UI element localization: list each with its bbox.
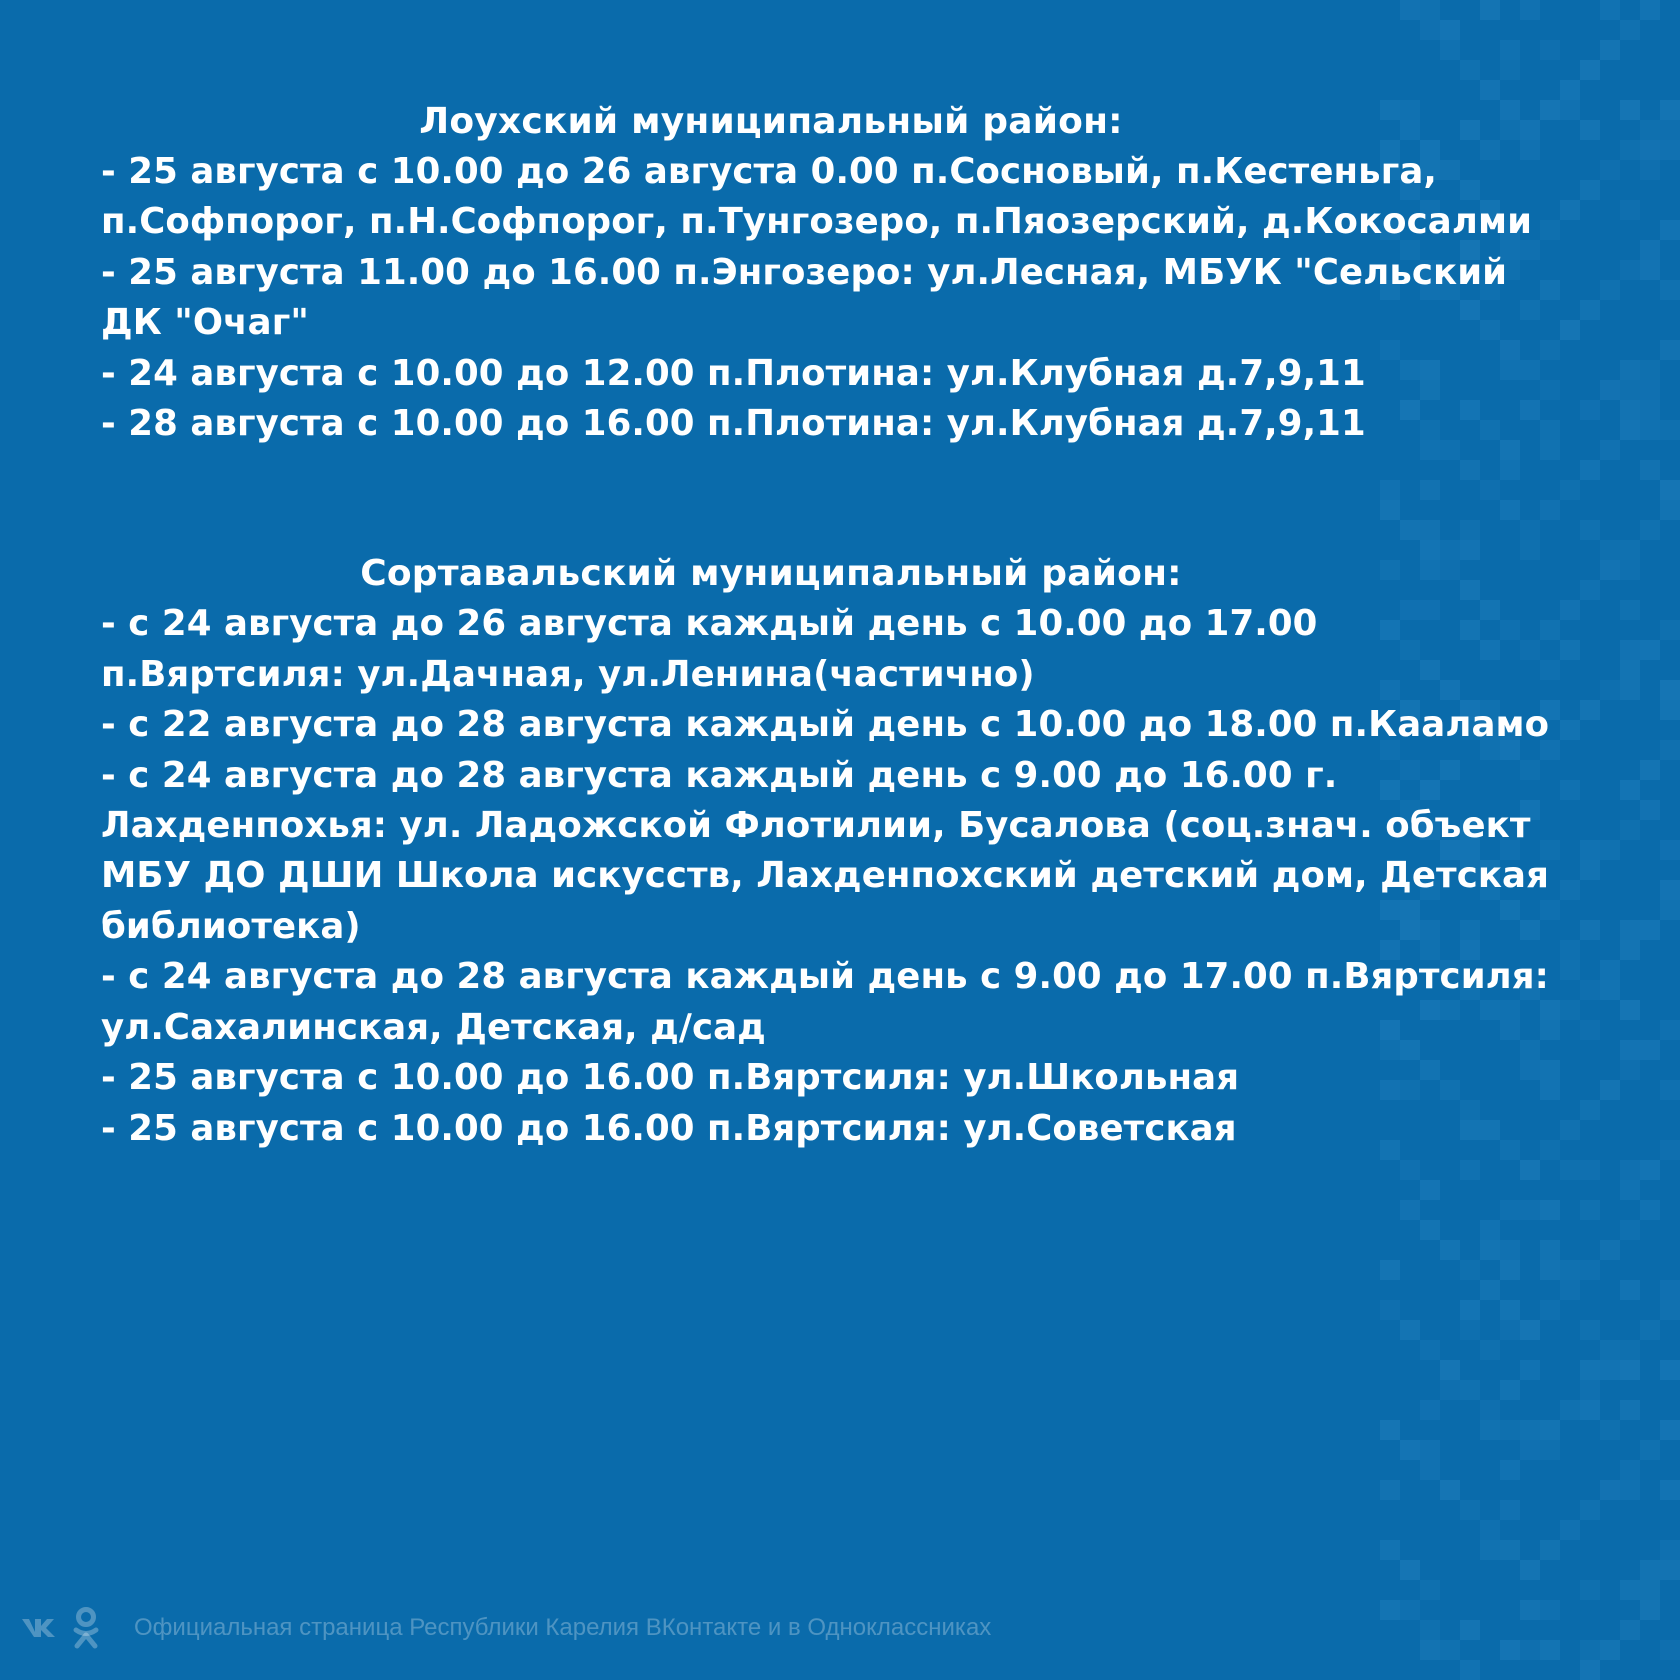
ornament-cell xyxy=(1640,1440,1660,1460)
ornament-cell xyxy=(1600,160,1620,180)
ornament-cell xyxy=(1620,1480,1640,1500)
ornament-cell xyxy=(1620,660,1640,680)
ornament-cell xyxy=(1660,100,1680,120)
ornament-cell xyxy=(1600,280,1620,300)
ornament-cell xyxy=(1640,120,1660,140)
ornament-cell xyxy=(1620,380,1640,400)
ornament-cell xyxy=(1660,880,1680,900)
odnoklassniki-icon[interactable] xyxy=(72,1606,100,1650)
ornament-cell xyxy=(1380,1480,1400,1500)
ornament-cell xyxy=(1640,0,1660,20)
list-item: - 24 августа с 10.00 до 12.00 п.Плотина: ул.Клубная д.7,9,11 xyxy=(101,352,1366,394)
ornament-cell xyxy=(1600,1360,1620,1380)
ornament-cell xyxy=(1660,620,1680,640)
ornament-cell xyxy=(1600,560,1620,580)
vk-icon[interactable] xyxy=(20,1616,58,1640)
ornament-cell xyxy=(1420,0,1440,20)
ornament-cell xyxy=(1500,1420,1520,1440)
ornament-cell xyxy=(1480,0,1500,20)
ornament-cell xyxy=(1640,260,1660,280)
ornament-cell xyxy=(1660,1140,1680,1160)
ornament-cell xyxy=(1480,1220,1500,1240)
ornament-cell xyxy=(1660,1420,1680,1440)
ornament-cell xyxy=(1600,440,1620,460)
ornament-cell xyxy=(1520,1320,1540,1340)
ornament-cell xyxy=(1500,1640,1520,1660)
ornament-cell xyxy=(1460,1380,1480,1400)
ornament-cell xyxy=(1540,1240,1560,1260)
ornament-cell xyxy=(1560,600,1580,620)
ornament-cell xyxy=(1580,980,1600,1000)
ornament-cell xyxy=(1640,800,1660,820)
ornament-cell xyxy=(1640,420,1660,440)
ornament-cell xyxy=(1580,1260,1600,1280)
ornament-cell xyxy=(1580,920,1600,940)
ornament-cell xyxy=(1640,1600,1660,1620)
ornament-cell xyxy=(1620,1040,1640,1060)
ornament-cell xyxy=(1600,0,1620,20)
ornament-cell xyxy=(1620,1000,1640,1020)
list-item: - с 24 августа до 28 августа каждый день с 9.00 до 17.00 п.Вяртсиля: ул.Сахалинская, Детская, д/сад xyxy=(101,956,1549,1048)
ornament-cell xyxy=(1620,780,1640,800)
ornament-cell xyxy=(1520,1360,1540,1380)
ornament-cell xyxy=(1560,780,1580,800)
ornament-cell xyxy=(1580,60,1600,80)
ornament-cell xyxy=(1660,1540,1680,1560)
ornament-cell xyxy=(1400,1440,1420,1460)
ornament-cell xyxy=(1660,280,1680,300)
ornament-cell xyxy=(1560,640,1580,660)
ornament-cell xyxy=(1620,100,1640,120)
ornament-cell xyxy=(1560,960,1580,980)
ornament-cell xyxy=(1640,360,1660,380)
ornament-cell xyxy=(1380,1420,1400,1440)
ornament-cell xyxy=(1440,1380,1460,1400)
ornament-cell xyxy=(1560,80,1580,100)
ornament-cell xyxy=(1460,1500,1480,1520)
ornament-cell xyxy=(1580,520,1600,540)
list-item: - 25 августа с 10.00 до 26 августа 0.00 п.Сосновый, п.Кестеньга, п.Софпорог, п.Н.Софпорог, п.Тунгозеро, п.Пяозерский, д.Кокосалми xyxy=(101,151,1533,243)
ornament-cell xyxy=(1600,380,1620,400)
ornament-cell xyxy=(1560,940,1580,960)
ornament-cell xyxy=(1560,480,1580,500)
ornament-cell xyxy=(1520,1600,1540,1620)
ornament-cell xyxy=(1640,1160,1660,1180)
ornament-cell xyxy=(1660,1360,1680,1380)
ornament-cell xyxy=(1420,1460,1440,1480)
ornament-cell xyxy=(1620,140,1640,160)
ornament-cell xyxy=(1660,1020,1680,1040)
list-item: - с 24 августа до 26 августа каждый день с 10.00 до 17.00 п.Вяртсиля: ул.Дачная, ул.Ленина(частично) xyxy=(101,603,1318,695)
ornament-cell xyxy=(1620,1220,1640,1240)
ornament-cell xyxy=(1580,1500,1600,1520)
ornament-cell xyxy=(1600,1240,1620,1260)
ornament-cell xyxy=(1540,1200,1560,1220)
ornament-cell xyxy=(1520,1160,1540,1180)
ornament-cell xyxy=(1500,60,1520,80)
list-item: - 28 августа с 10.00 до 16.00 п.Плотина: ул.Клубная д.7,9,11 xyxy=(101,403,1366,445)
ornament-cell xyxy=(1660,1280,1680,1300)
ornament-cell xyxy=(1620,400,1640,420)
ornament-cell xyxy=(1620,560,1640,580)
footer xyxy=(20,1606,991,1650)
ornament-cell xyxy=(1640,140,1660,160)
ornament-cell xyxy=(1660,680,1680,700)
ornament-cell xyxy=(1440,1360,1460,1380)
ornament-cell xyxy=(1440,40,1460,60)
ornament-cell xyxy=(1420,1400,1440,1420)
ornament-cell xyxy=(1580,1380,1600,1400)
ornament-cell xyxy=(1500,1240,1520,1260)
ornament-cell xyxy=(1500,40,1520,60)
ornament-cell xyxy=(1380,1260,1400,1280)
ornament-cell xyxy=(1660,340,1680,360)
ornament-cell xyxy=(1520,0,1540,20)
ornament-cell xyxy=(1460,1620,1480,1640)
announcement-content xyxy=(101,97,1561,1154)
ornament-cell xyxy=(1580,460,1600,480)
ornament-cell xyxy=(1560,1400,1580,1420)
ornament-cell xyxy=(1380,1540,1400,1560)
list-item: - с 22 августа до 28 августа каждый день с 10.00 до 18.00 п.Кааламо xyxy=(101,704,1550,746)
ornament-cell xyxy=(1560,320,1580,340)
ornament-cell xyxy=(1580,300,1600,320)
ornament-cell xyxy=(1560,1000,1580,1020)
ornament-cell xyxy=(1620,360,1640,380)
ornament-cell xyxy=(1580,1100,1600,1120)
ornament-cell xyxy=(1620,540,1640,560)
ornament-cell xyxy=(1580,400,1600,420)
ornament-cell xyxy=(1560,880,1580,900)
ornament-cell xyxy=(1400,1600,1420,1620)
ornament-cell xyxy=(1460,1300,1480,1320)
ornament-cell xyxy=(1620,1460,1640,1480)
ornament-cell xyxy=(1560,1160,1580,1180)
ornament-cell xyxy=(1480,1520,1500,1540)
ornament-cell xyxy=(1580,1400,1600,1420)
ornament-cell xyxy=(1540,1640,1560,1660)
ornament-cell xyxy=(1540,1300,1560,1320)
ornament-cell xyxy=(1420,1220,1440,1240)
section-sortavala xyxy=(101,549,1561,1153)
ornament-cell xyxy=(1660,120,1680,140)
ornament-cell xyxy=(1540,40,1560,60)
ornament-cell xyxy=(1620,640,1640,660)
ornament-cell xyxy=(1660,840,1680,860)
ornament-cell xyxy=(1580,580,1600,600)
ornament-cell xyxy=(1480,1420,1500,1440)
ornament-cell xyxy=(1380,1300,1400,1320)
ornament-cell xyxy=(1460,1160,1480,1180)
ornament-cell xyxy=(1480,1540,1500,1560)
ornament-cell xyxy=(1600,1420,1620,1440)
ornament-cell xyxy=(1600,1640,1620,1660)
ornament-cell xyxy=(1660,900,1680,920)
ornament-cell xyxy=(1520,1640,1540,1660)
ornament-cell xyxy=(1660,1640,1680,1660)
ornament-cell xyxy=(1520,1560,1540,1580)
ornament-cell xyxy=(1560,1280,1580,1300)
ornament-cell xyxy=(1540,1260,1560,1280)
ornament-cell xyxy=(1440,20,1460,40)
ornament-cell xyxy=(1620,920,1640,940)
ornament-cell xyxy=(1460,1320,1480,1340)
ornament-cell xyxy=(1500,1380,1520,1400)
ornament-cell xyxy=(1580,1580,1600,1600)
ornament-cell xyxy=(1660,220,1680,240)
ornament-cell xyxy=(1540,1540,1560,1560)
ornament-cell xyxy=(1660,1080,1680,1100)
ornament-cell xyxy=(1600,1080,1620,1100)
ornament-cell xyxy=(1640,640,1660,660)
ornament-cell xyxy=(1460,60,1480,80)
ornament-cell xyxy=(1600,680,1620,700)
ornament-cell xyxy=(1620,20,1640,40)
ornament-cell xyxy=(1660,740,1680,760)
ornament-cell xyxy=(1640,1580,1660,1600)
ornament-cell xyxy=(1560,100,1580,120)
ornament-cell xyxy=(1380,1600,1400,1620)
ornament-cell xyxy=(1580,120,1600,140)
list-item: - с 24 августа до 28 августа каждый день с 9.00 до 16.00 г. Лахденпохья: ул. Ладожской Флотилии, Бусалова (соц.знач. объект МБУ ДО ДШИ Школа искусств, Лахденпохский детский дом, Детская библиотека) xyxy=(101,754,1550,947)
section-title: Сортавальский муниципальный район: xyxy=(360,553,1182,595)
ornament-cell xyxy=(1500,1200,1520,1220)
footer-text: Официальная страница Республики Карелия ВКонтакте и в Одноклассниках xyxy=(134,1614,992,1641)
ornament-cell xyxy=(1620,1340,1640,1360)
ornament-cell xyxy=(1500,1460,1520,1480)
ornament-cell xyxy=(1400,0,1420,20)
ornament-cell xyxy=(1620,680,1640,700)
ornament-cell xyxy=(1440,1480,1460,1500)
list-item: - 25 августа 11.00 до 16.00 п.Энгозеро: ул.Лесная, МБУК "Сельский ДК "Очаг" xyxy=(101,251,1508,344)
ornament-cell xyxy=(1600,960,1620,980)
ornament-cell xyxy=(1600,840,1620,860)
ornament-cell xyxy=(1580,180,1600,200)
ornament-cell xyxy=(1640,1040,1660,1060)
ornament-cell xyxy=(1600,980,1620,1000)
ornament-cell xyxy=(1620,1160,1640,1180)
ornament-cell xyxy=(1460,1660,1480,1680)
ornament-cell xyxy=(1400,1560,1420,1580)
ornament-cell xyxy=(1480,1280,1500,1300)
ornament-cell xyxy=(1600,540,1620,560)
ornament-cell xyxy=(1580,1160,1600,1180)
ornament-cell xyxy=(1660,480,1680,500)
ornament-cell xyxy=(1520,1200,1540,1220)
ornament-cell xyxy=(1660,700,1680,720)
ornament-cell xyxy=(1620,1400,1640,1420)
ornament-cell xyxy=(1600,40,1620,60)
ornament-cell xyxy=(1580,1200,1600,1220)
ornament-cell xyxy=(1560,1520,1580,1540)
ornament-cell xyxy=(1400,1320,1420,1340)
ornament-cell xyxy=(1640,400,1660,420)
ornament-cell xyxy=(1660,1300,1680,1320)
ornament-cell xyxy=(1440,1240,1460,1260)
ornament-cell xyxy=(1500,1540,1520,1560)
ornament-cell xyxy=(1540,1420,1560,1440)
ornament-cell xyxy=(1560,720,1580,740)
ornament-cell xyxy=(1580,1640,1600,1660)
ornament-cell xyxy=(1620,1060,1640,1080)
ornament-cell xyxy=(1640,380,1660,400)
ornament-cell xyxy=(1520,1420,1540,1440)
ornament-cell xyxy=(1560,1120,1580,1140)
ornament-cell xyxy=(1580,840,1600,860)
ornament-cell xyxy=(1640,920,1660,940)
ornament-cell xyxy=(1600,1340,1620,1360)
ornament-cell xyxy=(1640,160,1660,180)
ornament-cell xyxy=(1420,1620,1440,1640)
ornament-cell xyxy=(1620,600,1640,620)
ornament-cell xyxy=(1660,1480,1680,1500)
ornament-cell xyxy=(1620,1360,1640,1380)
ornament-cell xyxy=(1660,140,1680,160)
ornament-cell xyxy=(1640,240,1660,260)
ornament-cell xyxy=(1540,1600,1560,1620)
ornament-cell xyxy=(1640,1320,1660,1340)
ornament-cell xyxy=(1500,1320,1520,1340)
ornament-cell xyxy=(1440,1640,1460,1660)
ornament-cell xyxy=(1400,1160,1420,1180)
ornament-cell xyxy=(1620,200,1640,220)
ornament-cell xyxy=(1560,1260,1580,1280)
ornament-cell xyxy=(1660,500,1680,520)
ornament-cell xyxy=(1620,1280,1640,1300)
ornament-cell xyxy=(1420,20,1440,40)
ornament-cell xyxy=(1420,1340,1440,1360)
ornament-cell xyxy=(1500,1500,1520,1520)
ornament-cell xyxy=(1640,460,1660,480)
ornament-cell xyxy=(1420,1640,1440,1660)
ornament-cell xyxy=(1520,1440,1540,1460)
ornament-cell xyxy=(1660,420,1680,440)
ornament-cell xyxy=(1400,1200,1420,1220)
ornament-cell xyxy=(1420,1440,1440,1460)
ornament-cell xyxy=(1620,420,1640,440)
ornament-cell xyxy=(1480,1400,1500,1420)
ornament-cell xyxy=(1620,1580,1640,1600)
ornament-cell xyxy=(1580,1660,1600,1680)
ornament-cell xyxy=(1640,760,1660,780)
ornament-cell xyxy=(1600,1480,1620,1500)
ornament-cell xyxy=(1620,940,1640,960)
ornament-cell xyxy=(1420,1580,1440,1600)
ornament-cell xyxy=(1560,200,1580,220)
section-louhi xyxy=(101,97,1561,449)
ornament-cell xyxy=(1480,1240,1500,1260)
ornament-cell xyxy=(1620,1180,1640,1200)
ornament-cell xyxy=(1640,520,1660,540)
ornament-cell xyxy=(1580,1020,1600,1040)
ornament-cell xyxy=(1500,1300,1520,1320)
ornament-cell xyxy=(1480,1340,1500,1360)
ornament-cell xyxy=(1580,1320,1600,1340)
ornament-cell xyxy=(1580,1360,1600,1380)
ornament-cell xyxy=(1660,1560,1680,1580)
ornament-cell xyxy=(1580,860,1600,880)
list-item: - 25 августа с 10.00 до 16.00 п.Вяртсиля: ул.Советская xyxy=(101,1107,1237,1149)
ornament-cell xyxy=(1420,1180,1440,1200)
ornament-cell xyxy=(1540,1440,1560,1460)
section-title: Лоухский муниципальный район: xyxy=(419,101,1123,142)
ornament-cell xyxy=(1620,1620,1640,1640)
ornament-cell xyxy=(1500,1260,1520,1280)
ornament-cell xyxy=(1640,1560,1660,1580)
list-item: - 25 августа с 10.00 до 16.00 п.Вяртсиля: ул.Школьная xyxy=(101,1057,1240,1099)
ornament-cell xyxy=(1620,260,1640,280)
ornament-cell xyxy=(1620,820,1640,840)
ornament-cell xyxy=(1460,1260,1480,1280)
ornament-cell xyxy=(1640,1200,1660,1220)
ornament-cell xyxy=(1580,700,1600,720)
